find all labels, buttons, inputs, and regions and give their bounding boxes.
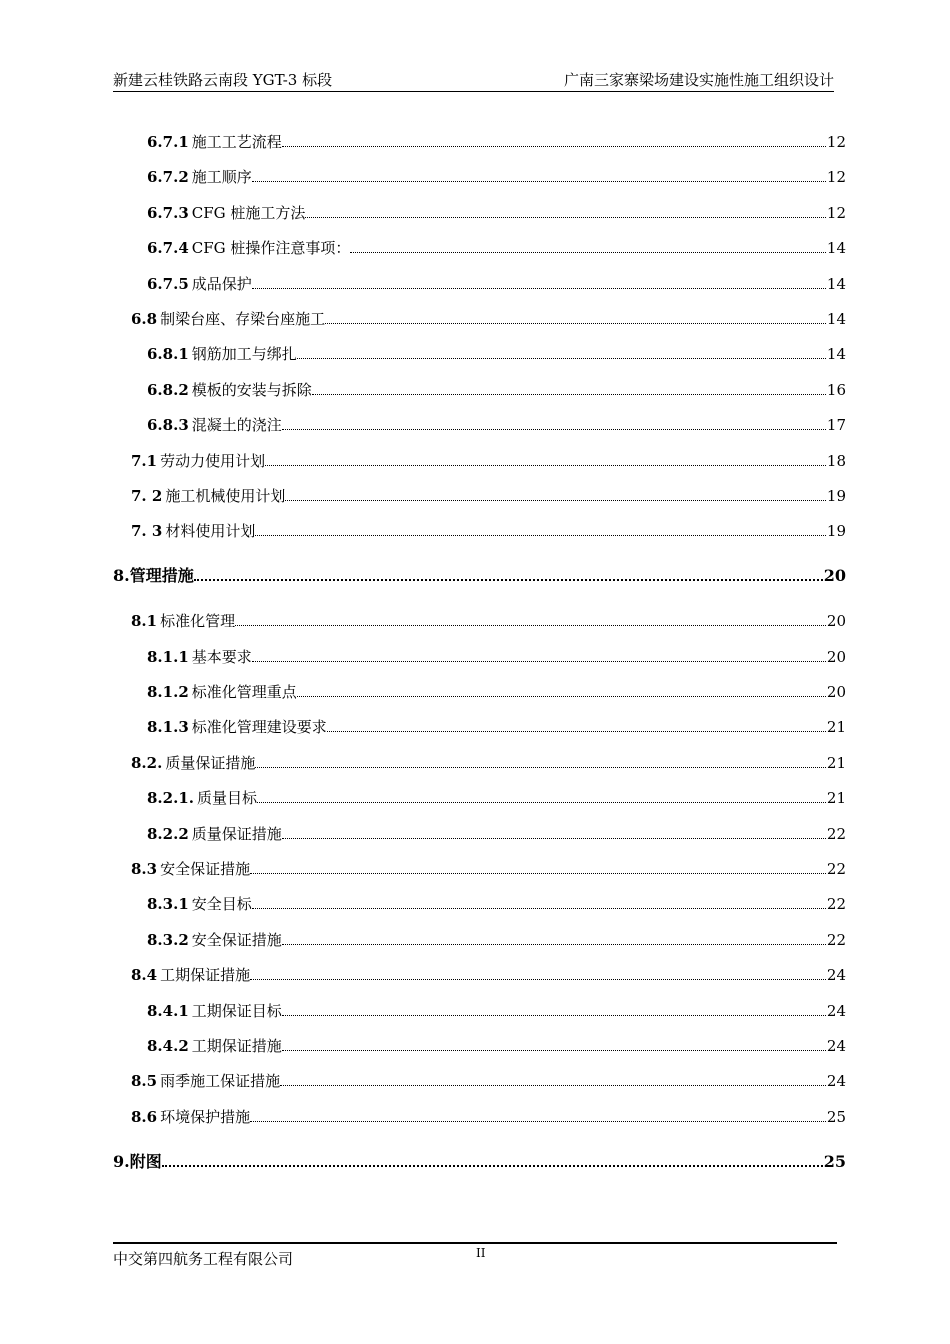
- toc-entry[interactable]: [147, 342, 846, 364]
- toc-entry-page: 22: [826, 931, 846, 949]
- toc-entry-page: 19: [826, 522, 846, 540]
- toc-entry-number: 8.4: [131, 966, 158, 984]
- toc-entry-title: 标准化管理重点: [191, 683, 297, 701]
- toc-entry-title: 钢筋加工与绑扎: [191, 345, 297, 363]
- toc-dot-leader: [327, 730, 826, 732]
- toc-entry-title: CFG 桩施工方法: [191, 204, 306, 222]
- toc-entry-title: 成品保护: [191, 275, 252, 293]
- page-footer: [113, 1242, 837, 1268]
- footer-company-name: 中交第四航务工程有限公司: [113, 1250, 294, 1268]
- toc-entry[interactable]: [147, 130, 846, 152]
- toc-entry-number: 8.: [113, 566, 130, 585]
- toc-entry[interactable]: [131, 1105, 846, 1127]
- toc-dot-leader: [282, 145, 826, 147]
- toc-entry-page: 22: [826, 895, 846, 913]
- toc-entry-title: 安全目标: [191, 895, 252, 913]
- toc-entry-number: 6.7.4: [147, 239, 189, 257]
- toc-entry-title: 工期保证目标: [191, 1002, 282, 1020]
- toc-entry-number: 8.3.2: [147, 931, 189, 949]
- toc-entry-number: 7.1: [131, 452, 158, 470]
- toc-entry-title: 混凝土的浇注: [191, 416, 282, 434]
- header-project-name: 新建云桂铁路云南段 YGT-3 标段: [113, 71, 333, 89]
- toc-entry[interactable]: [147, 378, 846, 400]
- toc-entry[interactable]: [147, 645, 846, 667]
- toc-entry-number: 8.5: [131, 1072, 158, 1090]
- toc-dot-leader: [312, 393, 826, 395]
- toc-entry-number: 8.1.2: [147, 683, 189, 701]
- toc-dot-leader: [305, 216, 826, 218]
- toc-dot-leader: [255, 534, 826, 536]
- toc-entry-title: 标准化管理建设要求: [191, 718, 327, 736]
- toc-entry-title: 环境保护措施: [160, 1108, 251, 1126]
- toc-entry-page: 14: [826, 275, 846, 293]
- toc-dot-leader: [282, 1014, 826, 1016]
- toc-entry-page: 22: [826, 825, 846, 843]
- toc-entry-number: 8.3.1: [147, 895, 189, 913]
- toc-entry-title: 安全保证措施: [160, 860, 251, 878]
- toc-entry-page: 16: [826, 381, 846, 399]
- toc-entry-title: 制梁台座、存梁台座施工: [160, 310, 326, 328]
- toc-entry[interactable]: [131, 1069, 846, 1091]
- toc-entry-title: 雨季施工保证措施: [160, 1072, 281, 1090]
- toc-entry-number: 6.7.1: [147, 133, 189, 151]
- toc-dot-leader: [255, 766, 826, 768]
- toc-entry[interactable]: [147, 165, 846, 187]
- toc-dot-leader: [235, 624, 826, 626]
- header-document-title: 广南三家寨梁场建设实施性施工组织设计: [563, 71, 834, 89]
- toc-entry-title: 质量保证措施: [165, 754, 256, 772]
- toc-entry-title: 工期保证措施: [191, 1037, 282, 1055]
- toc-entry-title: 质量目标: [196, 789, 257, 807]
- toc-dot-leader: [162, 1164, 823, 1167]
- toc-dot-leader: [325, 322, 826, 324]
- toc-entry-number: 6.7.3: [147, 204, 189, 222]
- toc-entry-number: 8.1: [131, 612, 158, 630]
- toc-entry-number: 9.: [113, 1152, 130, 1171]
- toc-entry-page: 14: [826, 239, 846, 257]
- toc-entry[interactable]: [147, 892, 846, 914]
- toc-dot-leader: [285, 499, 826, 501]
- toc-entry[interactable]: [147, 201, 846, 223]
- toc-entry-number: 6.8.1: [147, 345, 189, 363]
- toc-entry-number: 7. 2: [131, 487, 163, 505]
- toc-entry-title: CFG 桩操作注意事项：: [191, 239, 351, 257]
- toc-entry[interactable]: [131, 307, 846, 329]
- toc-dot-leader: [250, 1120, 826, 1122]
- toc-entry-page: 20: [826, 683, 846, 701]
- toc-entry-page: 14: [826, 345, 846, 363]
- toc-entry-title: 施工工艺流程: [191, 133, 282, 151]
- toc-entry[interactable]: [131, 449, 846, 471]
- toc-dot-leader: [282, 1049, 826, 1051]
- toc-entry-title: 施工顺序: [191, 168, 252, 186]
- toc-entry-title: 质量保证措施: [191, 825, 282, 843]
- toc-entry-page: 21: [826, 789, 846, 807]
- toc-entry-title: 材料使用计划: [165, 522, 256, 540]
- toc-entry-page: 21: [826, 754, 846, 772]
- toc-entry-number: 7. 3: [131, 522, 163, 540]
- toc-dot-leader: [252, 180, 826, 182]
- toc-entry-page: 20: [826, 612, 846, 630]
- toc-entry-number: 6.8.3: [147, 416, 189, 434]
- toc-entry-number: 8.2.1.: [147, 789, 194, 807]
- toc-entry-page: 24: [826, 1072, 846, 1090]
- toc-entry[interactable]: [147, 999, 846, 1021]
- toc-entry-title: 施工机械使用计划: [165, 487, 286, 505]
- toc-entry-page: 25: [823, 1152, 846, 1171]
- toc-entry-number: 8.2.: [131, 754, 163, 772]
- toc-dot-leader: [282, 428, 826, 430]
- toc-entry-page: 22: [826, 860, 846, 878]
- toc-entry-page: 18: [826, 452, 846, 470]
- page-header: [113, 69, 834, 92]
- toc-entry-title: 管理措施: [129, 566, 194, 585]
- toc-dot-leader: [265, 464, 826, 466]
- toc-entry-title: 工期保证措施: [160, 966, 251, 984]
- toc-entry-page: 12: [826, 133, 846, 151]
- toc-entry-page: 24: [826, 1037, 846, 1055]
- toc-entry[interactable]: [113, 564, 846, 586]
- toc-dot-leader: [280, 1084, 826, 1086]
- toc-entry[interactable]: [147, 680, 846, 702]
- toc-entry[interactable]: [131, 609, 846, 631]
- toc-dot-leader: [252, 660, 826, 662]
- toc-entry-page: 17: [826, 416, 846, 434]
- toc-entry-number: 8.1.1: [147, 648, 189, 666]
- toc-entry-page: 25: [826, 1108, 846, 1126]
- toc-entry-number: 8.1.3: [147, 718, 189, 736]
- toc-dot-leader: [297, 357, 826, 359]
- toc-dot-leader: [194, 578, 823, 581]
- toc-entry[interactable]: [147, 272, 846, 294]
- toc-entry[interactable]: [131, 751, 846, 773]
- toc-entry-number: 6.8.2: [147, 381, 189, 399]
- toc-entry-title: 附图: [129, 1152, 162, 1171]
- toc-entry-number: 8.6: [131, 1108, 158, 1126]
- toc-entry-title: 标准化管理: [160, 612, 236, 630]
- toc-dot-leader: [252, 907, 826, 909]
- toc-entry-number: 8.2.2: [147, 825, 189, 843]
- toc-entry[interactable]: [113, 1150, 846, 1172]
- toc-entry-number: 8.4.1: [147, 1002, 189, 1020]
- toc-entry[interactable]: [147, 1034, 846, 1056]
- toc-entry[interactable]: [147, 928, 846, 950]
- toc-dot-leader: [250, 872, 826, 874]
- toc-entry[interactable]: [131, 857, 846, 879]
- footer-page-number: II: [476, 1246, 486, 1260]
- toc-dot-leader: [250, 978, 826, 980]
- toc-entry[interactable]: [147, 236, 846, 258]
- toc-entry-title: 基本要求: [191, 648, 252, 666]
- toc-dot-leader: [297, 695, 826, 697]
- toc-entry[interactable]: [131, 519, 846, 541]
- toc-entry-page: 12: [826, 204, 846, 222]
- toc-dot-leader: [282, 943, 826, 945]
- toc-entry-page: 24: [826, 966, 846, 984]
- toc-entry-number: 8.3: [131, 860, 158, 878]
- toc-entry-title: 安全保证措施: [191, 931, 282, 949]
- toc-entry-page: 19: [826, 487, 846, 505]
- toc-entry-number: 6.7.5: [147, 275, 189, 293]
- toc-dot-leader: [350, 251, 826, 253]
- toc-entry[interactable]: [147, 822, 846, 844]
- toc-entry-page: 21: [826, 718, 846, 736]
- toc-entry-page: 12: [826, 168, 846, 186]
- toc-entry-page: 14: [826, 310, 846, 328]
- toc-entry[interactable]: [147, 715, 846, 737]
- toc-entry[interactable]: [147, 786, 846, 808]
- toc-dot-leader: [257, 801, 826, 803]
- toc-entry-number: 8.4.2: [147, 1037, 189, 1055]
- toc-entry[interactable]: [131, 963, 846, 985]
- toc-entry-title: 劳动力使用计划: [160, 452, 266, 470]
- toc-entry[interactable]: [131, 484, 846, 506]
- toc-entry-page: 20: [823, 566, 846, 585]
- toc-entry-page: 24: [826, 1002, 846, 1020]
- toc-dot-leader: [282, 837, 826, 839]
- toc-entry-page: 20: [826, 648, 846, 666]
- toc-entry-number: 6.7.2: [147, 168, 189, 186]
- toc-dot-leader: [252, 287, 826, 289]
- toc-entry-number: 6.8: [131, 310, 158, 328]
- toc-entry-title: 模板的安装与拆除: [191, 381, 312, 399]
- toc-entry[interactable]: [147, 413, 846, 435]
